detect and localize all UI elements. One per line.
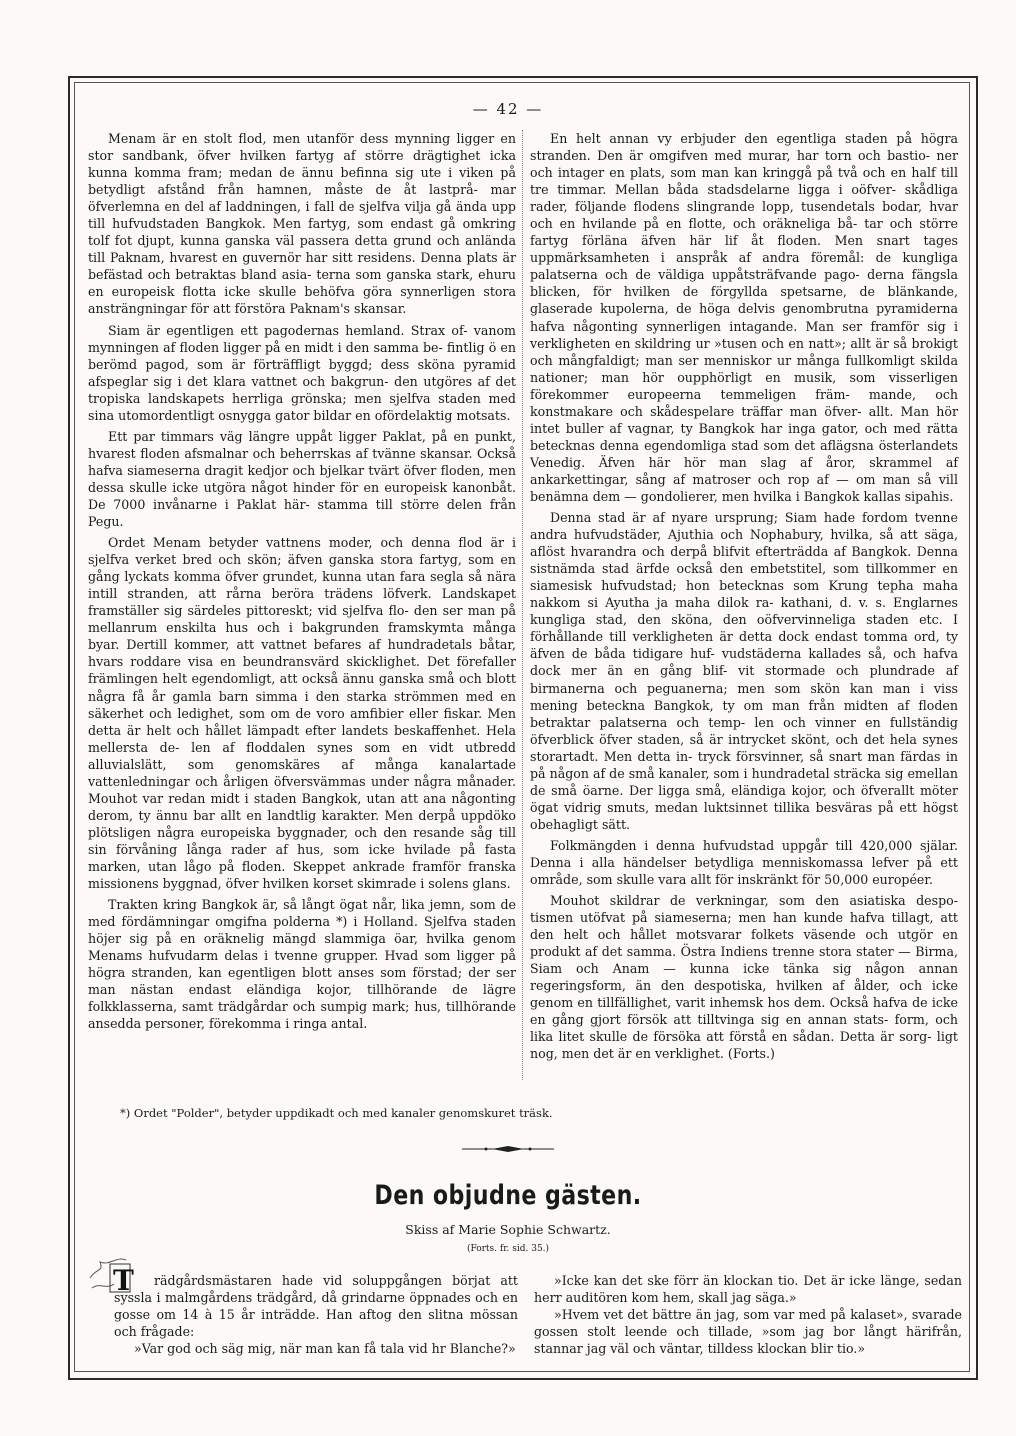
initial-letter: T	[113, 1264, 134, 1297]
story-right-paragraph-2: »Hvem vet det bättre än jag, som var med på kalaset», svarade gossen stolt leende och tillade, »som jag bor långt härifrån, stannar jag väl och väntar, tilldess klockan blir tio.»	[534, 1307, 962, 1356]
story-left-paragraph-1: rädgårdsmästaren hade vid soluppgången börjat att syssla i malmgårdens trädgård, då grindarne öppnades och en gosse om 14 à 15 år inträdde. Han aftog den slitna mössan och frågade:	[114, 1273, 518, 1339]
left-paragraph-4: Ordet Menam betyder vattnens moder, och denna flod är i sjelfva verket bred och skön; äfven ganska stora fartyg, som en gång lyckats komma öfver grundet, kunna utan fara segla så nära intill stranden, att rårna beröra trädens löfverk. Landskapet framställer sig särdeles pittoreskt; vid sjelfva flo- den ser man på mellanrum enskilta hus och i bakgrunden framskymta många byar. Dertill kommer, att vattnet befares af hundradetals båtar, hvars roddare visa en beundransvärd skicklighet. Det förefaller främlingen helt egendomligt, att också ännu ganska små och blott några få år gamla barn simma i den starka strömmen med en säkerhet och ledighet, som om de voro amfibier eller fiskar. Men detta är helt och hållet lämpadt efter landets beskaffenhet. Hela mellersta de- len af floddalen synes som en vidt utbredd alluvialslätt, som genomskäres af många kanalartade vattenledningar och årligen öfversvämmas under några månader. Mouhot var redan midt i staden Bangkok, utan att ana någonting derom, ty ännu bar allt en landtlig karakter. Men derpå uppdöko plötsligen några europeiska byggnader, och den resande såg till sin förvåning långa rader af hus, som icke hvilade på fasta marken, utan lågo på floden. Skeppet ankrade framför franska missionens byggnad, öfver hvilken korset skimrade i solens glans.	[88, 535, 516, 892]
page-number: — 42 —	[472, 100, 544, 118]
right-paragraph-3: Folkmängden i denna hufvudstad uppgår till 420,000 själar. Denna i alla händelser betydliga menniskomassa lefver på ett område, som skulle vara allt för inskränkt för 50,000 européer.	[530, 837, 958, 888]
right-paragraph-1: En helt annan vy erbjuder den egentliga staden på högra stranden. Den är omgifven med murar, har torn och bastio- ner och intager en plats, som man kan kringgå på två och en half till tre timmar. Mellan båda stadsdelarne ligga i oöfver- skådliga rader, följande flodens slingrande lopp, tusendetals bodar, hvar och en hvilande på en flotte, och oräkneliga bå- tar och större fartyg förläna äfven här lif åt floden. Men snart tages uppmärksamheten i anspråk af andra föremål: de kungliga palatserna och de väldiga uppåtsträfvande pago- derna fängsla blicken, för hvilken de förgyllda spetsarne, de blänkande, glaserade kupolerna, de höga delvis genombrutna pyramiderna hafva någonting synnerligen intagande. Man ser framför sig i verkligheten en skildring ur »tusen och en natt»; allt är så brokigt och mångfaldigt; man ser menniskor ur många fullkomligt skilda nationer; man hör oupphörligt en musik, som visserligen förekommer europeerna temmeligen främ- mande, och konstmakare och skådespelare träffar man öfver- allt. Man hör intet buller af vagnar, ty Bangkok har inga gator, och med rätta betecknas denna egendomliga stad som det aflägsna österlandets Venedig. Äfven här hör man slag af åror, skrammel af ankarkettingar, sång af matroser och rop af — om man så vill benämna dem — gondolierer, men hvilka i Bangkok kallas sipahis.	[530, 131, 958, 504]
left-paragraph-1: Menam är en stolt flod, men utanför dess mynning ligger en stor sandbank, öfver hvilken fartyg af större drägtighet icka kunna komma fram; medan de ännu befinna sig ute i viken på betydligt afstånd från hamnen, måste de åt lastprå- mar öfverlemna en del af laddningen, i fall de sjelfva vilja gå ända upp till hufvudstaden Bangkok. Men fartyg, som endast gå omkring tolf fot djupt, kunna ganska väl passera detta grund och anlända till Paknam, hvarest en guvernör har sitt residens. Denna plats är befästad och betraktas bland asia- terna som ganska stark, ehuru en europeisk flotta icke skulle behöfva göra synnerligen stora ansträngningar för att förstöra Paknam's skansar.	[88, 131, 516, 317]
left-paragraph-2: Siam är egentligen ett pagodernas hemland. Strax of- vanom mynningen af floden ligger på en midt i den samma be- fintlig ö en berömd pagod, som är förträffligt byggd; dess sköna pyramid afspeglar sig i det klara vattnet och bakgrun- den utgöres af det tropiska landskapets herrliga grönska; men sjelfva staden med sina utomordentligt osnygga gator bildar en ofördelaktig motsats.	[88, 322, 516, 423]
story-title: Den objudne gästen.	[374, 1180, 642, 1211]
left-paragraph-5: Trakten kring Bangkok är, så långt ögat når, lika jemn, som de med fördämningar omgifna polderna *) i Holland. Sjelfva staden höjer sig på en oräknelig mängd slammiga öar, hvilka genom Menams hufvudarm delas i tvenne grupper. Hvad som ligger på högra stranden, kan egentligen blott anses som förstad; der ser man nästan endast eländiga kojor, tillhörande de lägre folkklasserna, samt trädgårdar och sumpig mark; hus, tillhörande ansedda personer, förekomma i ringa antal.	[88, 897, 516, 1032]
story-continuation-note: (Forts. fr. sid. 35.)	[466, 1244, 550, 1254]
column-divider	[522, 130, 523, 1080]
left-column	[88, 130, 516, 1036]
right-paragraph-4: Mouhot skildrar de verkningar, som den asiatiska despo- tismen utöfvat på siameserna; men han kunde hafva tillagt, att den helt och hållet motsvarar folkets väsende och utgör en produkt af det samma. Östra Indiens trenne stora stater — Birma, Siam och Anam — kunna icke tänka sig någon annan regeringsform, än den despotiska, hvilken af ålder, och icke genom en tillfällighet, varit inhemsk hos dem. Också hafva de icke en gång gjort försök att tilltvinga sig en annan stats- form, och lika litet skulle de försöka att förstå en sådan. Detta är sorg- ligt nog, men det är en verklighet. (Forts.)	[530, 893, 958, 1062]
footnote: *) Ordet "Polder", betyder uppdikadt och med kanaler genomskuret träsk.	[120, 1106, 553, 1120]
story-subtitle: Skiss af Marie Sophie Schwartz.	[405, 1222, 611, 1237]
story-left-column	[114, 1272, 518, 1357]
left-paragraph-3: Ett par timmars väg längre uppåt ligger Paklat, på en punkt, hvarest floden afsmalnar och beherrskas af tvänne skansar. Också hafva siameserna dragit kedjor och bjelkar tvärt öfver floden, men dessa skulle icke utgöra något hinder för en europeisk kanonbåt. De 7000 invånarne i Paklat här- stamma till större delen från Pegu.	[88, 428, 516, 530]
ornament-divider-icon	[462, 1145, 554, 1153]
story-right-paragraph-1: »Icke kan det ske förr än klockan tio. Det är icke länge, sedan herr auditören kom hem, skall jag säga.»	[534, 1273, 962, 1305]
story-right-column	[534, 1272, 962, 1357]
story-left-paragraph-2: »Var god och säg mig, när man kan få tala vid hr Blanche?»	[134, 1341, 516, 1356]
right-paragraph-2: Denna stad är af nyare ursprung; Siam hade fordom tvenne andra hufvudstäder, Ajuthia och Nophabury, hvilka, så att säga, aflöst hvarandra och derpå blifvit efterträdda af Bangkok. Denna sistnämda stad ärfde också den embetstitel, som tillkommer en siamesisk hufvudstad; hon betecknas som Krung tepha maha nakkom si Ayutha ja maha dilok ra- kathani, d. v. s. Englarnes kungliga stad, den sköna, den oöfvervinneliga staden etc. I förhållande till verkligheten är detta dock endast tomma ord, ty äfven de båda tidigare huf- vudstäderna kallades så, och hafva dock mer än en gång blif- vit stormade och plundrade af birmanerna och peguanerna; men som skön kan man i viss mening beteckna Bangkok, ty om man från midten af floden betraktar palatserna och temp- len och vinner en fullständig öfverblick öfver staden, så är intrycket skönt, och det hela synes storartadt. Men detta in- tryck försvinner, så snart man färdas in på någon af de små kanaler, som i hundradetal sträcka sig emellan de små öarne. Der ligga små, eländiga kojor, och öfverallt möter ögat vidrig smuts, medan luktsinnet tillika besväras på ett högst obehagligt sätt.	[530, 510, 958, 832]
right-column	[530, 130, 958, 1067]
